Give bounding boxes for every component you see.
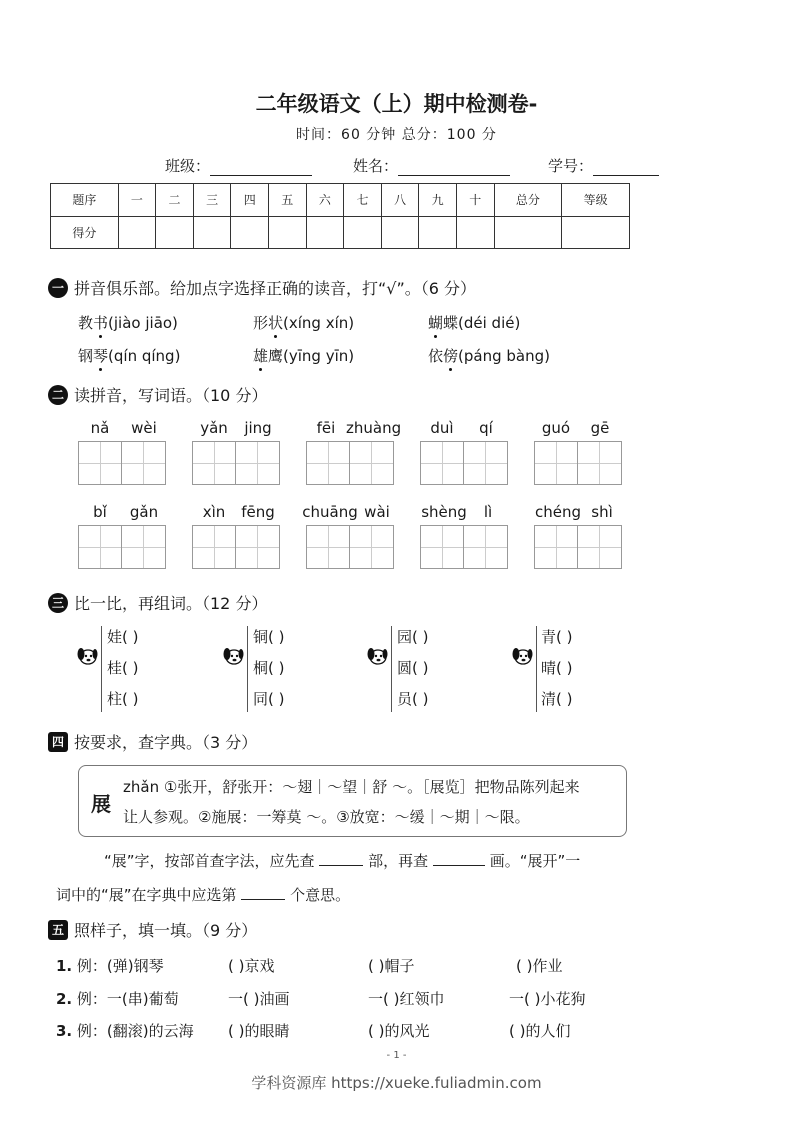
section-1-title: 拼音俱乐部。给加点字选择正确的读音，打“√”。（6 分） [74, 279, 477, 298]
dict-definition-line: zhǎn ①张开，舒张开：～翅｜～望｜舒 ～。［展览］把物品陈列起来 [123, 778, 580, 796]
word-box [420, 503, 508, 569]
score-header-row [51, 184, 630, 217]
writing-cell[interactable] [78, 525, 122, 569]
fill-item[interactable]: ( )的风光 [368, 1022, 430, 1040]
char-blank[interactable]: 铜( ) [253, 628, 285, 646]
word-box [78, 503, 166, 569]
writing-cell[interactable] [534, 525, 578, 569]
char-blank[interactable]: 员( ) [397, 690, 429, 708]
fill-item[interactable]: 一( )红领巾 [368, 990, 445, 1008]
score-cell[interactable] [456, 216, 494, 249]
word-box [534, 419, 622, 485]
item-text: 教 [78, 314, 94, 332]
char-blank[interactable]: 柱( ) [107, 690, 139, 708]
score-cell[interactable] [562, 216, 630, 249]
dict-question [56, 884, 350, 905]
name-label: 姓名： [353, 157, 399, 175]
char-blank[interactable]: 娃( ) [107, 628, 139, 646]
fill-item[interactable]: ( )的人们 [509, 1022, 571, 1040]
dotted-char: 书 [93, 314, 109, 332]
example-text: 例：(弹)钢琴 [76, 957, 164, 975]
fill-item[interactable]: 一( )油画 [228, 990, 290, 1008]
pinyin-syllable: gǎn [129, 503, 159, 521]
fill-item[interactable]: ( )京戏 [228, 957, 275, 975]
section-2-title: 读拼音，写词语。（10 分） [74, 386, 268, 405]
pinyin-syllable: wèi [131, 419, 157, 437]
pinyin-item [428, 345, 550, 366]
score-entry-row [51, 216, 630, 249]
table-cell: 六 [306, 184, 344, 217]
id-label: 学号： [548, 157, 594, 175]
score-cell[interactable] [344, 216, 382, 249]
writing-cell[interactable] [306, 525, 350, 569]
pinyin-syllable: fēng [241, 503, 275, 521]
writing-cell[interactable] [350, 441, 394, 485]
pinyin-syllable: chuāng [302, 503, 358, 521]
table-cell: 等级 [562, 184, 630, 217]
exam-meta: 时间：60 分钟 总分：100 分 [296, 127, 497, 143]
line-number: 2. [56, 990, 73, 1008]
fill-line [56, 1020, 194, 1041]
writing-cell[interactable] [350, 525, 394, 569]
pinyin-item [78, 312, 178, 333]
item-options[interactable]: 鹰(yīng yīn) [268, 347, 355, 365]
dict-definition-line: 让人参观。②施展：一筹莫 ～。③放宽：～缓｜～期｜～限。 [123, 808, 530, 826]
writing-cell[interactable] [464, 525, 508, 569]
writing-cell[interactable] [122, 441, 166, 485]
item-options[interactable]: (páng bàng) [458, 347, 550, 365]
dict-question [104, 850, 580, 871]
page-title: 二年级语文（上）期中检测卷- [255, 92, 538, 116]
table-cell: 五 [269, 184, 307, 217]
word-box [192, 419, 280, 485]
score-cell[interactable] [269, 216, 307, 249]
compare-group [253, 626, 284, 708]
writing-cell[interactable] [420, 441, 464, 485]
item-options[interactable]: (qín qíng) [108, 347, 181, 365]
question-text: 词中的“展”在字典中应选第 [56, 886, 237, 904]
section-2-badge: 二 [48, 385, 68, 405]
pinyin-syllable: guó [541, 419, 571, 437]
name-field [353, 155, 510, 176]
pinyin-syllable: gē [590, 419, 610, 437]
line-number: 3. [56, 1022, 73, 1040]
writing-cell[interactable] [464, 441, 508, 485]
word-box [420, 419, 508, 485]
name-blank[interactable] [398, 159, 510, 176]
pinyin-syllable: shì [591, 503, 613, 521]
word-box [192, 503, 280, 569]
divider [247, 626, 248, 712]
dotted-char: 状 [268, 314, 284, 332]
pinyin-syllable: duì [430, 419, 454, 437]
pinyin-item [253, 345, 354, 366]
example-text: 例：(翻滚)的云海 [76, 1022, 194, 1040]
writing-cell[interactable] [306, 441, 350, 485]
puppy-icon [222, 646, 244, 666]
divider [536, 626, 537, 712]
pinyin-syllable: wài [364, 503, 390, 521]
item-text: 形 [253, 314, 269, 332]
puppy-icon [366, 646, 388, 666]
fill-item[interactable]: ( )作业 [516, 957, 563, 975]
section-2-heading [48, 383, 267, 406]
char-blank[interactable]: 桐( ) [253, 659, 285, 677]
pinyin-item [78, 345, 180, 366]
page-number: - 1 - [386, 1050, 407, 1061]
answer-blank[interactable] [433, 851, 485, 866]
table-cell: 二 [156, 184, 194, 217]
table-cell: 八 [381, 184, 419, 217]
table-cell: 得分 [51, 216, 119, 249]
section-1-badge: 一 [48, 278, 68, 298]
table-cell: 九 [419, 184, 457, 217]
pinyin-syllable: qí [479, 419, 493, 437]
table-cell: 题序 [51, 184, 119, 217]
pinyin-syllable: yǎn [200, 419, 228, 437]
pinyin-item [428, 312, 520, 333]
score-cell[interactable] [231, 216, 269, 249]
pinyin-syllable: fēi [316, 419, 336, 437]
pinyin-syllable: lì [483, 503, 493, 521]
section-4-heading [48, 730, 257, 753]
dotted-char: 蝴 [428, 314, 444, 332]
writing-cell[interactable] [192, 525, 236, 569]
writing-cell[interactable] [78, 441, 122, 485]
item-options[interactable]: 蝶(déi dié) [443, 314, 521, 332]
table-cell: 三 [193, 184, 231, 217]
dotted-char: 傍 [443, 347, 459, 365]
pinyin-syllable: xìn [202, 503, 226, 521]
section-3-heading [48, 591, 267, 614]
dotted-char: 雄 [253, 347, 269, 365]
fill-item[interactable]: 一( )小花狗 [509, 990, 586, 1008]
char-blank[interactable]: 园( ) [397, 628, 429, 646]
id-field [548, 155, 659, 176]
dict-headword: 展 [91, 792, 111, 816]
section-5-title: 照样子，填一填。（9 分） [74, 921, 258, 940]
pinyin-syllable: bǐ [93, 503, 107, 521]
char-blank[interactable]: 同( ) [253, 690, 285, 708]
score-cell[interactable] [419, 216, 457, 249]
table-cell: 七 [344, 184, 382, 217]
table-cell: 十 [456, 184, 494, 217]
id-blank[interactable] [593, 159, 659, 176]
char-blank[interactable]: 清( ) [541, 690, 573, 708]
example-text: 例：一(串)葡萄 [76, 990, 179, 1008]
item-text: 钢 [78, 347, 94, 365]
dictionary-entry-box [78, 765, 627, 837]
word-box [300, 503, 394, 569]
char-blank[interactable]: 圆( ) [397, 659, 429, 677]
score-cell[interactable] [156, 216, 194, 249]
puppy-icon [511, 646, 533, 666]
writing-cell[interactable] [578, 441, 622, 485]
footer-watermark: 学科资源库 https://xueke.fuliadmin.com [251, 1074, 542, 1092]
section-4-title: 按要求，查字典。（3 分） [74, 733, 258, 752]
pinyin-syllable: chéng [534, 503, 581, 521]
score-cell[interactable] [193, 216, 231, 249]
answer-blank[interactable] [319, 851, 363, 866]
score-cell[interactable] [381, 216, 419, 249]
divider [101, 626, 102, 712]
pinyin-syllable: shèng [421, 503, 467, 521]
score-cell[interactable] [306, 216, 344, 249]
question-text: 个意思。 [290, 886, 351, 904]
section-4-badge: 四 [48, 732, 68, 752]
writing-cell[interactable] [420, 525, 464, 569]
compare-group [397, 626, 428, 708]
item-options[interactable]: (jiào jiāo) [108, 314, 178, 332]
class-field [165, 155, 312, 176]
compare-group [541, 626, 572, 708]
score-cell[interactable] [118, 216, 156, 249]
pinyin-item [253, 312, 354, 333]
table-cell: 一 [118, 184, 156, 217]
class-label: 班级： [165, 157, 211, 175]
writing-cell[interactable] [534, 441, 578, 485]
line-number: 1. [56, 957, 73, 975]
word-box [306, 419, 400, 485]
question-text: “展”字，按部首查字法，应先查 [104, 852, 315, 870]
divider [391, 626, 392, 712]
item-options[interactable]: (xíng xín) [283, 314, 355, 332]
section-5-heading [48, 918, 257, 941]
score-table [50, 183, 630, 249]
table-cell: 四 [231, 184, 269, 217]
question-text: 部，再查 [368, 852, 429, 870]
writing-cell[interactable] [122, 525, 166, 569]
section-3-title: 比一比，再组词。（12 分） [74, 594, 268, 613]
dotted-char: 琴 [93, 347, 109, 365]
fill-line [56, 955, 164, 976]
answer-blank[interactable] [241, 885, 285, 900]
section-5-badge: 五 [48, 920, 68, 940]
section-1-heading [48, 276, 476, 299]
fill-item[interactable]: ( )的眼睛 [228, 1022, 290, 1040]
pinyin-syllable: jing [244, 419, 272, 437]
item-text: 依 [428, 347, 444, 365]
word-box [78, 419, 166, 485]
fill-item[interactable]: ( )帽子 [368, 957, 415, 975]
char-blank[interactable]: 青( ) [541, 628, 573, 646]
writing-cell[interactable] [236, 441, 280, 485]
puppy-icon [76, 646, 98, 666]
writing-cell[interactable] [578, 525, 622, 569]
char-blank[interactable]: 桂( ) [107, 659, 139, 677]
compare-group [107, 626, 138, 708]
word-box [534, 503, 622, 569]
table-cell: 总分 [494, 184, 562, 217]
writing-cell[interactable] [192, 441, 236, 485]
section-3-badge: 三 [48, 593, 68, 613]
pinyin-syllable: zhuàng [346, 419, 402, 437]
fill-line [56, 988, 179, 1009]
question-text: 画。“展开”一 [489, 852, 581, 870]
class-blank[interactable] [210, 159, 312, 176]
writing-cell[interactable] [236, 525, 280, 569]
score-cell[interactable] [494, 216, 562, 249]
pinyin-syllable: nǎ [90, 419, 110, 437]
char-blank[interactable]: 晴( ) [541, 659, 573, 677]
